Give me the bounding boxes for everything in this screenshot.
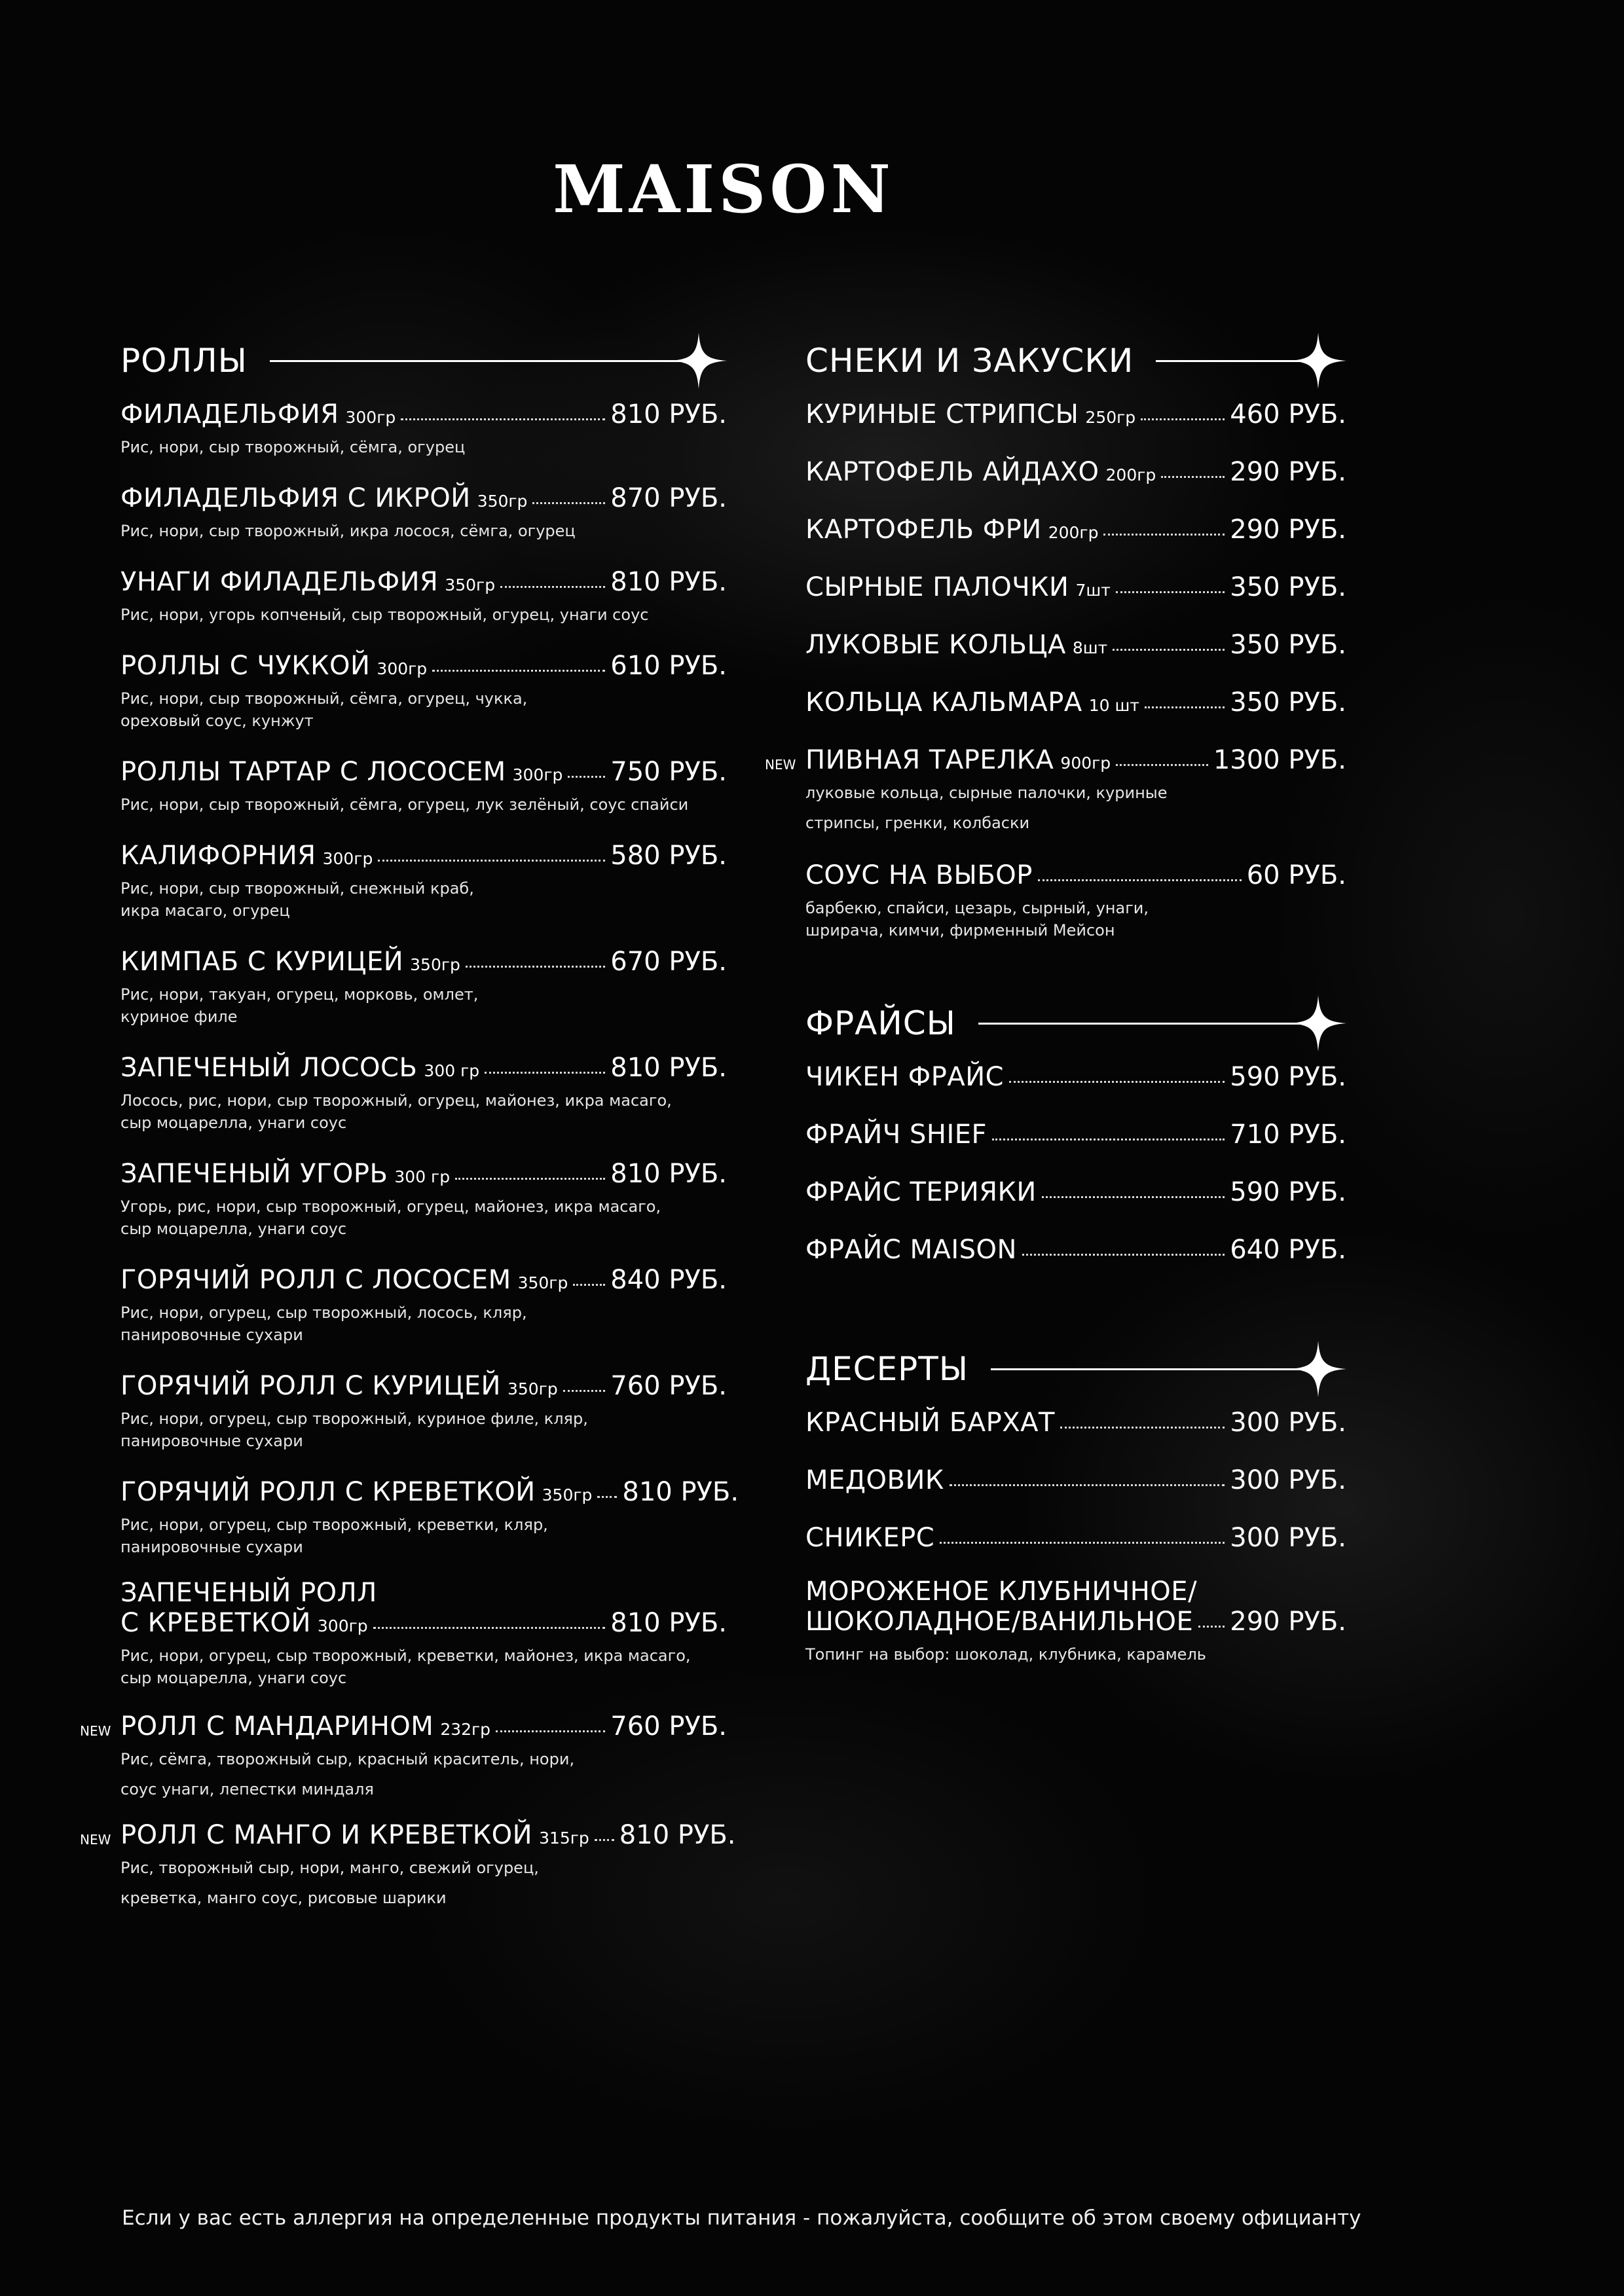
item-name-line1: МОРОЖЕНОЕ КЛУБНИЧНОЕ/: [805, 1576, 1198, 1607]
item-weight: 350гр: [445, 575, 496, 594]
item-name: РОЛЛ С МАНДАРИНОМ: [120, 1711, 434, 1741]
section-title-rolls: РОЛЛЫ: [120, 342, 248, 380]
item-price: 580 РУБ.: [610, 841, 727, 871]
item-price: 810 РУБ.: [610, 567, 727, 597]
item-name: ПИВНАЯ ТАРЕЛКА: [805, 745, 1054, 775]
snacks-section-header: [805, 333, 1346, 389]
item-weight: 10 шт: [1088, 696, 1139, 715]
new-badge: NEW: [765, 757, 796, 773]
new-badge: NEW: [80, 1723, 111, 1739]
item-name: УНАГИ ФИЛАДЕЛЬФИЯ: [120, 567, 439, 597]
item-name: КРАСНЫЙ БАРХАТ: [805, 1408, 1055, 1438]
item-price: 840 РУБ.: [610, 1265, 727, 1295]
item-weight: 7шт: [1075, 581, 1111, 600]
item-name: СОУС НА ВЫБОР: [805, 860, 1033, 890]
item-price: 460 РУБ.: [1230, 399, 1346, 429]
item-weight: 300гр: [322, 849, 373, 868]
item-price: 300 РУБ.: [1230, 1408, 1346, 1438]
item-name: КУРИНЫЕ СТРИПСЫ: [805, 399, 1079, 429]
item-weight: 315гр: [539, 1829, 589, 1848]
item-price: 300 РУБ.: [1230, 1523, 1346, 1553]
item-price: 640 РУБ.: [1230, 1235, 1346, 1265]
item-name: СЫРНЫЕ ПАЛОЧКИ: [805, 572, 1069, 602]
menu-item: [120, 1053, 727, 1134]
item-weight: 300гр: [345, 408, 396, 427]
menu-item: [120, 1578, 727, 1689]
item-name: СНИКЕРС: [805, 1523, 935, 1553]
menu-item: [805, 1235, 1346, 1265]
item-description: Угорь, рис, нори, сыр творожный, огурец, майонез, икра масаго, сыр моцарелла, унаги соус: [120, 1197, 661, 1238]
item-weight: 200гр: [1105, 465, 1156, 484]
menu-item: [805, 1523, 1346, 1553]
item-weight: 200гр: [1048, 523, 1099, 542]
menu-item: [120, 841, 727, 922]
item-price: 810 РУБ.: [610, 1608, 727, 1638]
four-point-star-icon: [1290, 995, 1346, 1051]
item-name: ФРАЙС MAISON: [805, 1235, 1017, 1265]
item-price: 670 РУБ.: [610, 947, 727, 977]
menu-item: [805, 630, 1346, 660]
item-name: РОЛЛЫ ТАРТАР С ЛОСОСЕМ: [120, 757, 506, 787]
item-weight: 250гр: [1085, 408, 1136, 427]
item-name: КАЛИФОРНИЯ: [120, 841, 316, 871]
item-name: МЕДОВИК: [805, 1465, 944, 1495]
item-name-line1: ЗАПЕЧЕНЫЙ РОЛЛ: [120, 1578, 377, 1608]
allergy-note: Если у вас есть аллергия на определенные продукты питания - пожалуйста, сообщите об этом своему официанту: [122, 2206, 1361, 2230]
item-name: ЛУКОВЫЕ КОЛЬЦА: [805, 630, 1066, 660]
item-price: 870 РУБ.: [610, 483, 727, 513]
item-price: 760 РУБ.: [610, 1371, 727, 1401]
item-description: Рис, нори, такуан, огурец, морковь, омлет, куриное филе: [120, 985, 479, 1026]
item-description: Топинг на выбор: шоколад, клубника, карамель: [805, 1645, 1206, 1664]
item-name: ФРАЙЧ SHIEF: [805, 1120, 987, 1150]
item-price: 350 РУБ.: [1230, 572, 1346, 602]
item-description: Рис, нори, сыр творожный, сёмга, огурец, лук зелёный, соус спайси: [120, 795, 689, 814]
menu-item: [805, 1408, 1346, 1438]
item-price: 710 РУБ.: [1230, 1120, 1346, 1150]
item-weight: 300 гр: [394, 1167, 451, 1186]
menu-item: [765, 745, 1346, 838]
item-price: 810 РУБ.: [610, 1053, 727, 1083]
item-price: 810 РУБ.: [610, 399, 727, 429]
item-price: 610 РУБ.: [610, 651, 727, 681]
item-weight: 900гр: [1060, 754, 1111, 773]
menu-item: [805, 399, 1346, 429]
item-description: Рис, нори, сыр творожный, снежный краб, икра масаго, огурец: [120, 879, 474, 920]
item-description: луковые кольца, сырные палочки, куриные стрипсы, гренки, колбаски: [805, 784, 1168, 832]
menu-item: [120, 1477, 739, 1558]
item-price: 350 РУБ.: [1230, 687, 1346, 718]
item-description: Рис, нори, огурец, сыр творожный, куриное филе, кляр, панировочные сухари: [120, 1410, 588, 1450]
item-name: ЧИКЕН ФРАЙС: [805, 1062, 1005, 1092]
item-name: ЗАПЕЧЕНЫЙ ЛОСОСЬ: [120, 1053, 418, 1083]
item-description: Рис, нори, огурец, сыр творожный, креветки, майонез, икра масаго, сыр моцарелла, унаги соус: [120, 1647, 691, 1687]
item-name: ШОКОЛАДНОЕ/ВАНИЛЬНОЕ: [805, 1607, 1194, 1637]
four-point-star-icon: [671, 333, 727, 389]
item-weight: 350гр: [410, 955, 460, 974]
item-weight: 350гр: [477, 492, 528, 511]
item-price: 1300 РУБ.: [1213, 745, 1346, 775]
item-description: Рис, нори, огурец, сыр творожный, креветки, кляр, панировочные сухари: [120, 1516, 548, 1556]
menu-item: [805, 572, 1346, 602]
item-weight: 232гр: [440, 1720, 491, 1739]
section-title-snacks: СНЕКИ И ЗАКУСКИ: [805, 342, 1134, 380]
section-title-desserts: ДЕСЕРТЫ: [805, 1350, 969, 1388]
right-column: [765, 333, 1346, 1666]
item-price: 590 РУБ.: [1230, 1177, 1346, 1207]
menu-item: [120, 1371, 727, 1452]
item-price: 60 РУБ.: [1246, 860, 1346, 890]
section-divider: [1156, 333, 1346, 389]
menu-item: [120, 757, 727, 816]
item-description: Рис, нори, огурец, сыр творожный, лосось, кляр, панировочные сухари: [120, 1303, 527, 1344]
item-weight: 350гр: [542, 1485, 593, 1504]
new-badge: NEW: [80, 1832, 111, 1848]
desserts-section-header: [805, 1341, 1346, 1397]
item-price: 760 РУБ.: [610, 1711, 727, 1741]
item-price: 350 РУБ.: [1230, 630, 1346, 660]
item-name: КАРТОФЕЛЬ АЙДАХО: [805, 457, 1099, 487]
item-description: Рис, нори, угорь копченый, сыр творожный, огурец, унаги соус: [120, 606, 649, 624]
item-price: 290 РУБ.: [1230, 1607, 1346, 1637]
item-weight: 8шт: [1072, 638, 1108, 657]
four-point-star-icon: [1290, 333, 1346, 389]
item-weight: 300 гр: [424, 1061, 480, 1080]
item-price: 810 РУБ.: [619, 1820, 736, 1850]
menu-item: [805, 860, 1346, 941]
menu-item: [80, 1711, 727, 1804]
menu-item: [120, 1159, 727, 1240]
item-weight: 350гр: [517, 1273, 568, 1292]
item-description: барбекю, спайси, цезарь, сырный, унаги, шрирача, кимчи, фирменный Мейсон: [805, 899, 1149, 939]
item-weight: 300гр: [377, 659, 428, 678]
item-name: ГОРЯЧИЙ РОЛЛ С КРЕВЕТКОЙ: [120, 1477, 536, 1507]
item-name: КАРТОФЕЛЬ ФРИ: [805, 515, 1042, 545]
menu-item: [805, 515, 1346, 545]
item-name: С КРЕВЕТКОЙ: [120, 1608, 311, 1638]
four-point-star-icon: [1290, 1341, 1346, 1397]
item-price: 290 РУБ.: [1230, 457, 1346, 487]
item-name: КИМПАБ С КУРИЦЕЙ: [120, 947, 404, 977]
menu-item: [805, 687, 1346, 718]
section-title-fries: ФРАЙСЫ: [805, 1004, 956, 1042]
item-weight: 300гр: [512, 765, 563, 784]
item-price: 290 РУБ.: [1230, 515, 1346, 545]
menu-item: [120, 651, 727, 732]
item-description: Рис, творожный сыр, нори, манго, свежий огурец, креветка, манго соус, рисовые шарики: [120, 1859, 539, 1907]
menu-item: [120, 483, 727, 542]
item-name: РОЛЛЫ С ЧУККОЙ: [120, 651, 371, 681]
fries-section-header: [805, 995, 1346, 1051]
item-price: 750 РУБ.: [610, 757, 727, 787]
item-price: 810 РУБ.: [622, 1477, 739, 1507]
item-description: Рис, нори, сыр творожный, сёмга, огурец: [120, 438, 466, 456]
item-description: Рис, нори, сыр творожный, икра лосося, сёмга, огурец: [120, 522, 576, 540]
item-name: РОЛЛ С МАНГО И КРЕВЕТКОЙ: [120, 1820, 533, 1850]
item-name: ЗАПЕЧЕНЫЙ УГОРЬ: [120, 1159, 388, 1189]
item-weight: 350гр: [507, 1379, 558, 1398]
menu-item: [805, 1465, 1346, 1495]
brand-logo: MAISON: [553, 151, 895, 228]
menu-item: [805, 1576, 1346, 1666]
item-weight: 300гр: [317, 1616, 368, 1635]
menu-item: [120, 567, 727, 626]
item-description: Рис, сёмга, творожный сыр, красный краситель, нори, соус унаги, лепестки миндаля: [120, 1750, 575, 1798]
menu-item: [805, 1062, 1346, 1092]
section-divider: [270, 333, 727, 389]
item-price: 810 РУБ.: [610, 1159, 727, 1189]
rolls-section-header: [120, 333, 727, 389]
menu-item: [120, 947, 727, 1028]
rolls-column: [80, 333, 739, 1913]
section-divider: [991, 1341, 1346, 1397]
menu-item: [120, 1265, 727, 1346]
menu-item: [805, 1120, 1346, 1150]
item-name: ФИЛАДЕЛЬФИЯ: [120, 399, 339, 429]
item-price: 300 РУБ.: [1230, 1465, 1346, 1495]
item-description: Лосось, рис, нори, сыр творожный, огурец, майонез, икра масаго, сыр моцарелла, унаги соус: [120, 1091, 672, 1132]
item-name: КОЛЬЦА КАЛЬМАРА: [805, 687, 1082, 718]
item-description: Рис, нори, сыр творожный, сёмга, огурец, чукка, ореховый соус, кунжут: [120, 689, 528, 730]
item-price: 590 РУБ.: [1230, 1062, 1346, 1092]
menu-item: [805, 457, 1346, 487]
item-name: ГОРЯЧИЙ РОЛЛ С ЛОСОСЕМ: [120, 1265, 511, 1295]
section-divider: [978, 995, 1346, 1051]
item-name: ФИЛАДЕЛЬФИЯ С ИКРОЙ: [120, 483, 471, 513]
item-name: ГОРЯЧИЙ РОЛЛ С КУРИЦЕЙ: [120, 1371, 501, 1401]
item-name: ФРАЙС ТЕРИЯКИ: [805, 1177, 1037, 1207]
menu-item: [120, 399, 727, 458]
menu-item: [80, 1820, 736, 1913]
menu-item: [805, 1177, 1346, 1207]
